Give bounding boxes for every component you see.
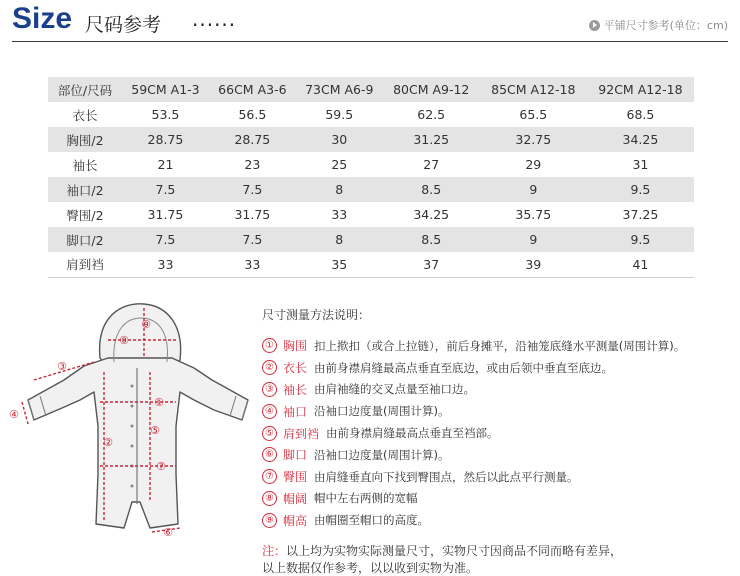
size-cell: 34.25 bbox=[587, 127, 694, 152]
size-cell: 53.5 bbox=[122, 102, 209, 127]
instruction-description: 扣上揿扣（或合上拉链），前后身摊平，沿袖笼底缝水平测量(周围计算)。 bbox=[314, 338, 686, 353]
size-column-header: 66CM A3-6 bbox=[209, 77, 296, 102]
size-cell: 56.5 bbox=[209, 102, 296, 127]
note-line-2: 以上数据仅作参考，以以收到实物为准。 bbox=[262, 561, 479, 576]
instruction-number: ⑦ bbox=[262, 469, 277, 484]
marker-6: ⑥ bbox=[163, 526, 173, 539]
size-table-row bbox=[48, 227, 694, 252]
instruction-number: ③ bbox=[262, 382, 277, 397]
instruction-item bbox=[262, 422, 737, 444]
size-table-row bbox=[48, 152, 694, 177]
instruction-number: ⑥ bbox=[262, 447, 277, 462]
size-cell: 28.75 bbox=[122, 127, 209, 152]
row-label: 肩到裆 bbox=[48, 252, 122, 277]
size-cell: 23 bbox=[209, 152, 296, 177]
size-column-header: 73CM A6-9 bbox=[296, 77, 383, 102]
size-cell: 39 bbox=[480, 252, 587, 277]
size-cell: 32.75 bbox=[480, 127, 587, 152]
size-cell: 68.5 bbox=[587, 102, 694, 127]
page-header bbox=[0, 0, 740, 44]
row-label: 衣长 bbox=[48, 102, 122, 127]
size-cell: 21 bbox=[122, 152, 209, 177]
corner-label: 部位/尺码 bbox=[48, 77, 122, 102]
size-cell: 28.75 bbox=[209, 127, 296, 152]
size-cell: 9 bbox=[480, 177, 587, 202]
size-table-row bbox=[48, 127, 694, 152]
instruction-item bbox=[262, 444, 737, 466]
play-circle-icon bbox=[589, 20, 600, 31]
size-cell: 7.5 bbox=[209, 177, 296, 202]
instruction-description: 由肩缝垂直向下找到臀围点，然后以此点平行测量。 bbox=[314, 469, 579, 484]
size-table-body bbox=[48, 77, 694, 277]
instruction-item bbox=[262, 488, 737, 510]
instruction-description: 帽中左右两侧的宽幅 bbox=[314, 491, 418, 506]
size-table-row bbox=[48, 252, 694, 277]
size-cell: 9 bbox=[480, 227, 587, 252]
note-line-1 bbox=[262, 543, 737, 560]
marker-8: ⑧ bbox=[119, 334, 129, 347]
instruction-description: 由帽圈至帽口的高度。 bbox=[314, 513, 430, 528]
marker-5: ⑤ bbox=[150, 424, 160, 437]
marker-7: ⑦ bbox=[156, 460, 166, 473]
size-cell: 35 bbox=[296, 252, 383, 277]
instructions-title: 尺寸测量方法说明： bbox=[262, 308, 371, 322]
instruction-term: 帽高 bbox=[283, 513, 308, 528]
size-cell: 31.25 bbox=[383, 127, 480, 152]
size-table-row bbox=[48, 177, 694, 202]
instruction-item bbox=[262, 357, 737, 379]
size-table bbox=[48, 77, 694, 278]
size-cell: 8 bbox=[296, 177, 383, 202]
size-column-header: 59CM A1-3 bbox=[122, 77, 209, 102]
row-label: 臀围/2 bbox=[48, 202, 122, 227]
size-table-header-row bbox=[48, 77, 694, 102]
instruction-item bbox=[262, 335, 737, 357]
instruction-item bbox=[262, 509, 737, 531]
size-cell: 65.5 bbox=[480, 102, 587, 127]
instruction-term: 脚口 bbox=[283, 448, 308, 463]
size-cell: 7.5 bbox=[122, 227, 209, 252]
size-table-row bbox=[48, 102, 694, 127]
instruction-number: ④ bbox=[262, 404, 277, 419]
size-column-header: 92CM A12-18 bbox=[587, 77, 694, 102]
row-label: 袖长 bbox=[48, 152, 122, 177]
title-dots: ...... bbox=[192, 7, 237, 31]
size-cell: 35.75 bbox=[480, 202, 587, 227]
instruction-term: 衣长 bbox=[283, 361, 308, 376]
size-cell: 25 bbox=[296, 152, 383, 177]
size-cell: 8 bbox=[296, 227, 383, 252]
row-label: 袖口/2 bbox=[48, 177, 122, 202]
header-divider bbox=[12, 41, 728, 42]
measurement-unit-text: 平铺尺寸参考(单位：cm) bbox=[603, 19, 728, 32]
note-text-1: 以上均为实物实际测量尺寸，实物尺寸因商品不同而略有差异， bbox=[286, 544, 623, 559]
instruction-term: 袖长 bbox=[283, 382, 308, 397]
marker-1: ① bbox=[154, 396, 164, 409]
size-cell: 33 bbox=[122, 252, 209, 277]
size-column-header: 85CM A12-18 bbox=[480, 77, 587, 102]
instruction-term: 肩到裆 bbox=[283, 426, 320, 441]
instruction-description: 由前身襟肩缝最高点垂直至底边，或由后领中垂直至底边。 bbox=[314, 360, 614, 375]
size-cell: 59.5 bbox=[296, 102, 383, 127]
instruction-description: 沿袖口边度量(周围计算)。 bbox=[314, 447, 450, 462]
instruction-description: 由前身襟肩缝最高点垂直至裆部。 bbox=[326, 426, 499, 441]
garment-diagram bbox=[4, 296, 254, 566]
marker-2: ② bbox=[103, 436, 113, 449]
measurement-note bbox=[262, 543, 737, 576]
instruction-number: ⑤ bbox=[262, 426, 277, 441]
marker-4: ④ bbox=[9, 408, 19, 421]
row-label: 脚口/2 bbox=[48, 227, 122, 252]
size-cell: 31.75 bbox=[122, 202, 209, 227]
instruction-number: ② bbox=[262, 360, 277, 375]
romper-illustration bbox=[4, 296, 254, 566]
size-cell: 37 bbox=[383, 252, 480, 277]
size-cell: 9.5 bbox=[587, 227, 694, 252]
measurement-unit-hint bbox=[589, 17, 728, 33]
size-cell: 30 bbox=[296, 127, 383, 152]
row-label: 胸围/2 bbox=[48, 127, 122, 152]
note-label: 注： bbox=[262, 544, 287, 559]
size-cell: 33 bbox=[209, 252, 296, 277]
size-cell: 37.25 bbox=[587, 202, 694, 227]
instruction-item bbox=[262, 466, 737, 488]
body-shape bbox=[28, 358, 248, 528]
size-cell: 8.5 bbox=[383, 177, 480, 202]
size-cell: 7.5 bbox=[209, 227, 296, 252]
title-size-cn: 尺码参考 bbox=[85, 14, 162, 36]
instructions-list bbox=[262, 335, 737, 531]
marker-3: ③ bbox=[57, 360, 67, 373]
instruction-term: 袖口 bbox=[283, 404, 308, 419]
size-cell: 34.25 bbox=[383, 202, 480, 227]
instruction-number: ⑨ bbox=[262, 513, 277, 528]
measurement-instructions bbox=[262, 306, 737, 576]
instruction-item bbox=[262, 400, 737, 422]
instruction-description: 沿袖口边度量(周围计算)。 bbox=[314, 404, 450, 419]
title-size-en: Size bbox=[12, 2, 73, 35]
size-cell: 27 bbox=[383, 152, 480, 177]
size-cell: 41 bbox=[587, 252, 694, 277]
instruction-number: ⑧ bbox=[262, 491, 277, 506]
size-cell: 29 bbox=[480, 152, 587, 177]
size-column-header: 80CM A9-12 bbox=[383, 77, 480, 102]
instruction-item bbox=[262, 379, 737, 401]
instruction-number: ① bbox=[262, 338, 277, 353]
instruction-description: 由肩袖缝的交叉点量至袖口边。 bbox=[314, 382, 476, 397]
size-cell: 31.75 bbox=[209, 202, 296, 227]
size-cell: 8.5 bbox=[383, 227, 480, 252]
size-cell: 33 bbox=[296, 202, 383, 227]
size-cell: 9.5 bbox=[587, 177, 694, 202]
size-cell: 31 bbox=[587, 152, 694, 177]
instruction-term: 胸围 bbox=[283, 339, 308, 354]
instruction-term: 帽阔 bbox=[283, 491, 308, 506]
instruction-term: 臀围 bbox=[283, 470, 308, 485]
marker-9: ⑨ bbox=[141, 318, 151, 331]
size-cell: 7.5 bbox=[122, 177, 209, 202]
size-table-row bbox=[48, 202, 694, 227]
size-cell: 62.5 bbox=[383, 102, 480, 127]
